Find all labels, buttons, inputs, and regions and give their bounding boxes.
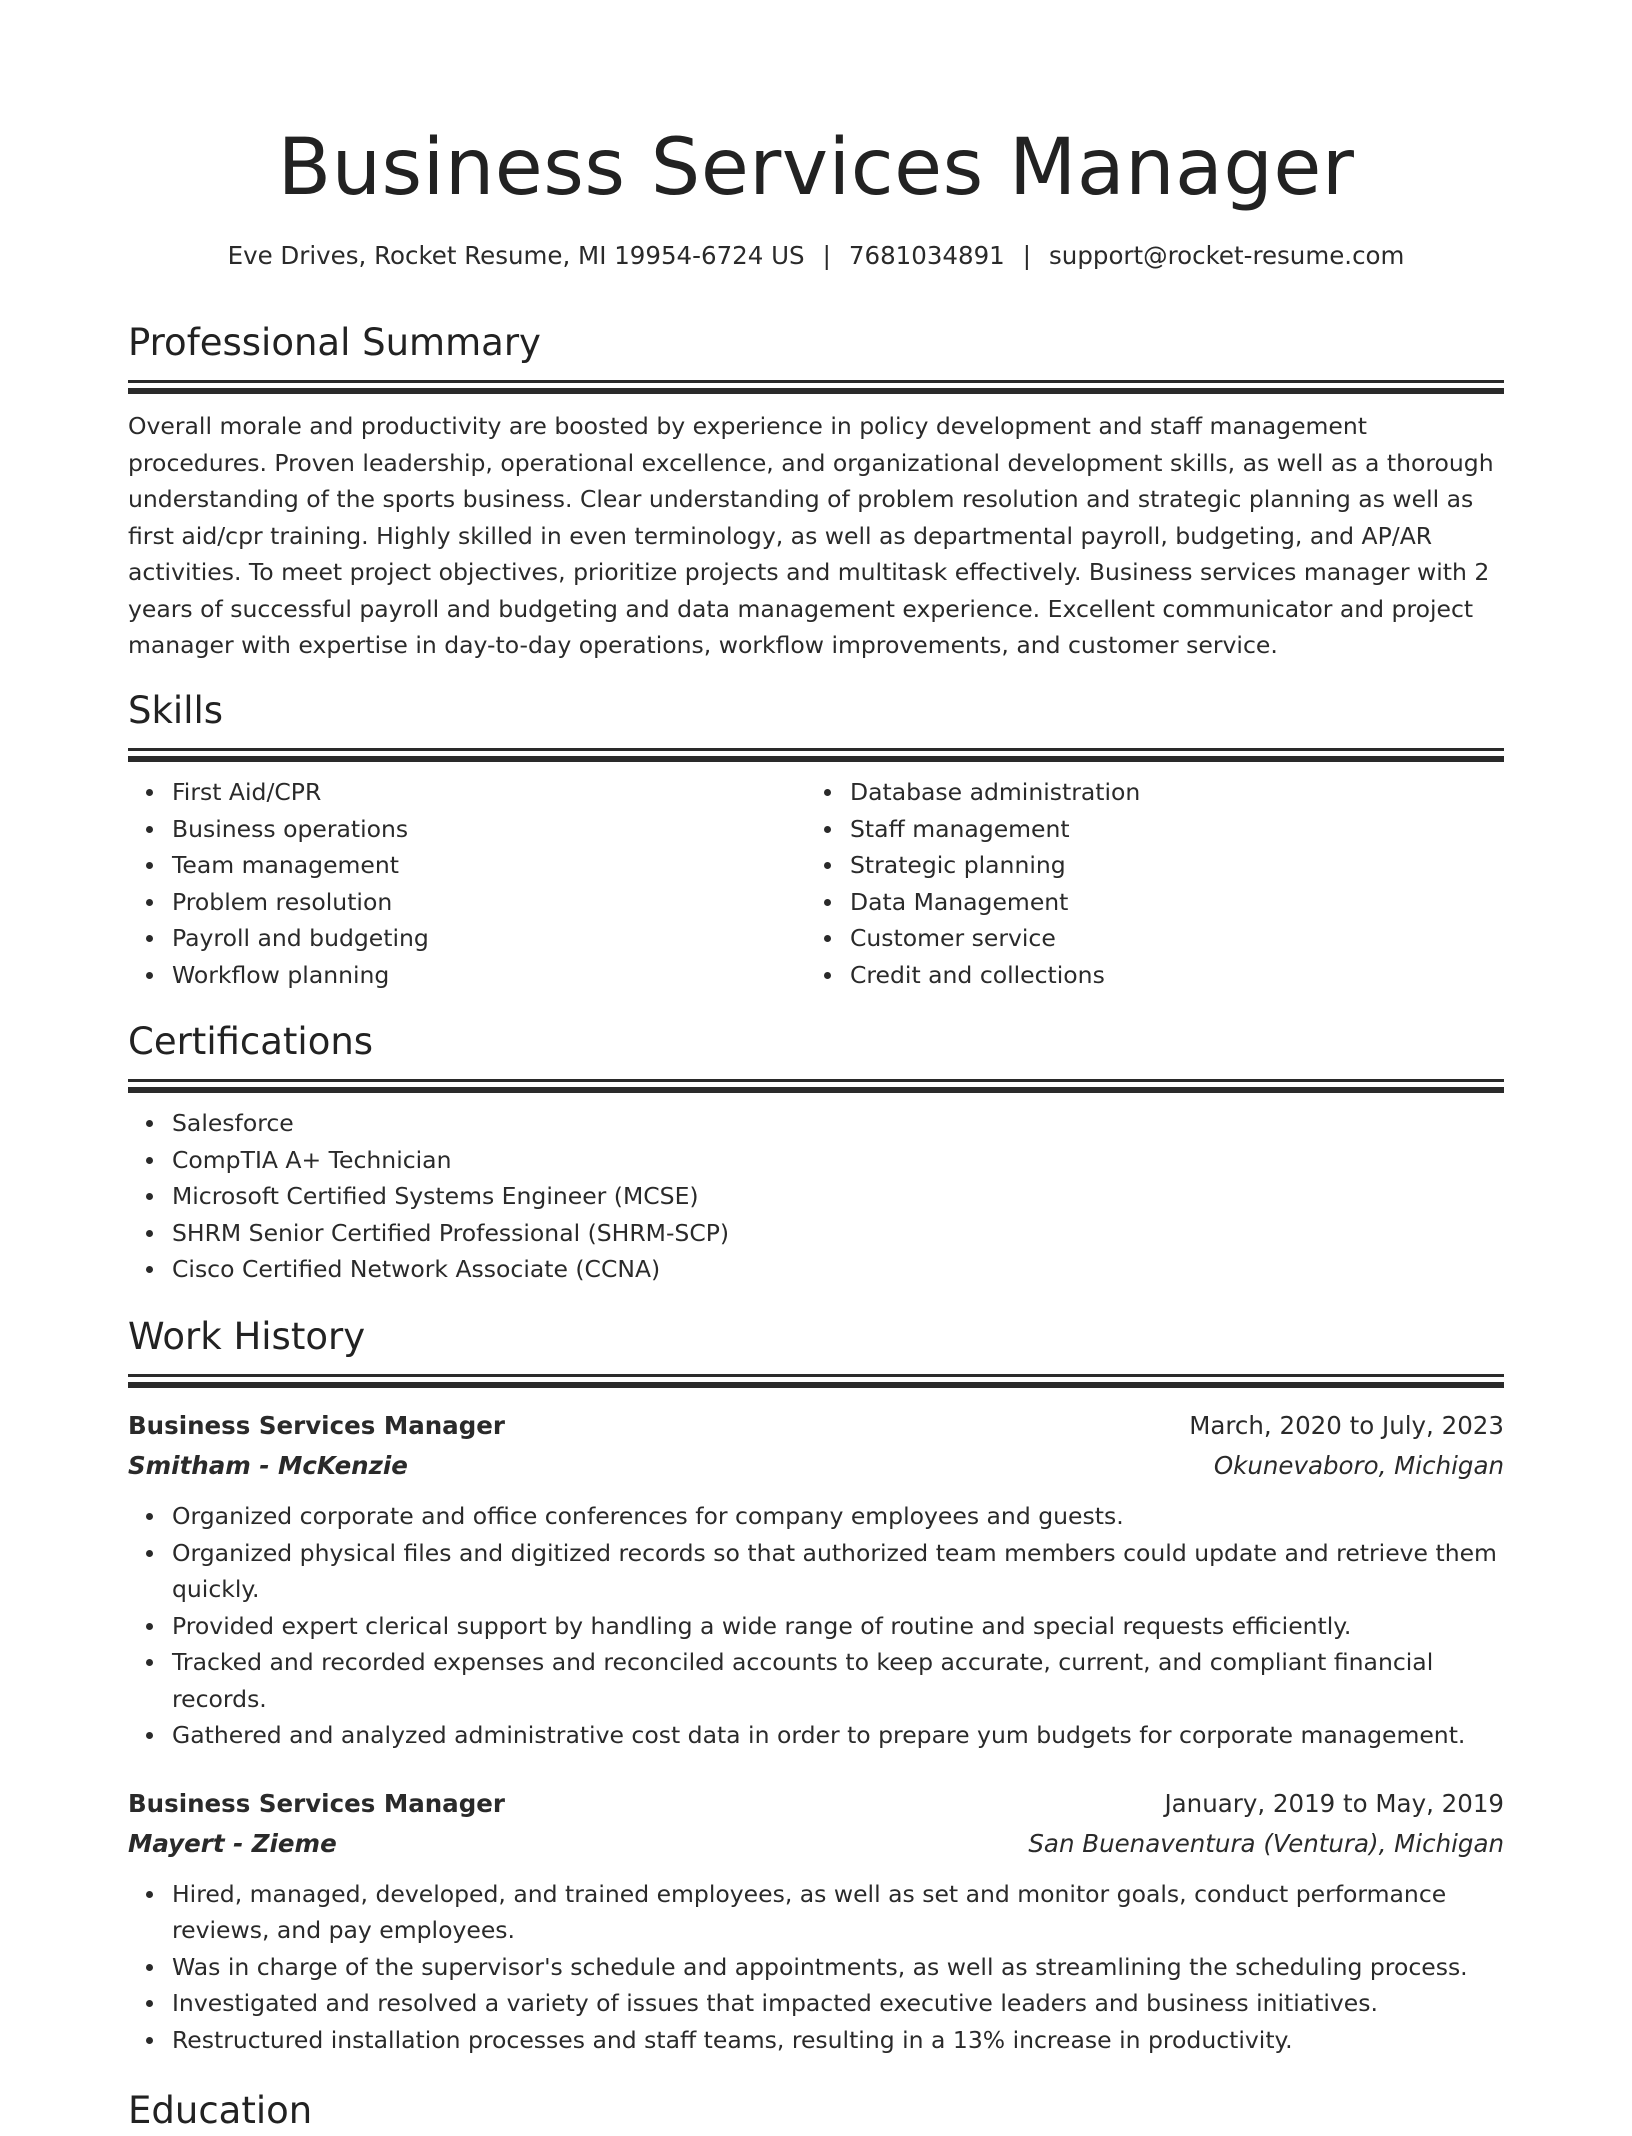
list-item: Database administration [850, 774, 1484, 811]
list-item: First Aid/CPR [172, 774, 806, 811]
list-item: Credit and collections [850, 957, 1484, 994]
list-item: Gathered and analyzed administrative cost data in order to prepare yum budgets for corporate management. [172, 1717, 1504, 1754]
list-item: Tracked and recorded expenses and reconciled accounts to keep accurate, current, and compliant financial records. [172, 1644, 1504, 1717]
section-divider [128, 748, 1504, 751]
list-item: Staff management [850, 811, 1484, 848]
list-item: Investigated and resolved a variety of issues that impacted executive leaders and business initiatives. [172, 1985, 1504, 2022]
summary-heading: Professional Summary [128, 321, 541, 364]
education-section [128, 2086, 1504, 2136]
job-location: San Buenaventura (Ventura), Michigan [1028, 1828, 1504, 1858]
list-item: Business operations [172, 811, 806, 848]
contact-address: Eve Drives, Rocket Resume, MI 19954-6724 US [227, 241, 805, 270]
contact-separator: | [1022, 241, 1032, 270]
list-item: CompTIA A+ Technician [172, 1142, 1504, 1179]
resume-title: Business Services Manager [277, 123, 1355, 213]
job-title: Business Services Manager [128, 1788, 505, 1818]
contact-phone: 7681034891 [848, 241, 1005, 270]
list-item: Microsoft Certified Systems Engineer (MCSE) [172, 1178, 1504, 1215]
section-divider [128, 1087, 1504, 1093]
certifications-heading: Certifications [128, 1020, 374, 1063]
section-divider [128, 388, 1504, 394]
list-item: Team management [172, 847, 806, 884]
section-divider [128, 1382, 1504, 1388]
section-divider [128, 1374, 1504, 1377]
job-entry [128, 1784, 1504, 2059]
job-header-row [128, 1406, 1504, 1446]
skills-list-right [806, 774, 1484, 993]
list-item: Problem resolution [172, 884, 806, 921]
job-company-row [128, 1446, 1504, 1486]
contact-separator: | [822, 241, 831, 270]
job-dates: March, 2020 to July, 2023 [1189, 1411, 1504, 1440]
job-title: Business Services Manager [128, 1411, 505, 1440]
work-history-section [128, 1312, 1504, 2058]
job-company-row [128, 1824, 1504, 1864]
list-item: Organized corporate and office conferences for company employees and guests. [172, 1498, 1504, 1535]
list-item: Payroll and budgeting [172, 920, 806, 957]
skills-section [128, 686, 1504, 993]
contact-email: support@rocket-resume.com [1049, 241, 1405, 270]
skills-heading: Skills [128, 689, 224, 732]
list-item: Strategic planning [850, 847, 1484, 884]
list-item: Restructured installation processes and staff teams, resulting in a 13% increase in productivity. [172, 2022, 1504, 2059]
section-divider [128, 380, 1504, 383]
list-item: Salesforce [172, 1105, 1504, 1142]
certifications-section [128, 1017, 1504, 1288]
list-item: Cisco Certified Network Associate (CCNA) [172, 1251, 1504, 1288]
list-item: Provided expert clerical support by handling a wide range of routine and special requests efficiently. [172, 1608, 1504, 1645]
job-location: Okunevaboro, Michigan [1213, 1451, 1504, 1480]
contact-line [128, 238, 1504, 274]
job-header-row [128, 1784, 1504, 1824]
list-item: Organized physical files and digitized records so that authorized team members could update and retrieve them quickly. [172, 1535, 1504, 1608]
skills-list-left [128, 774, 806, 993]
work-history-heading: Work History [128, 1315, 366, 1358]
summary-text: Overall morale and productivity are boosted by experience in policy development and staff management procedures. Proven leadership, operational excellence, and organizational development skills, as well as a thorough understanding of the sports business. Clear understanding of problem resolution and strategic planning as well as first aid/cpr training. Highly skilled in even terminology, as well as departmental payroll, budgeting, and AP/AR activities. To meet project objectives, prioritize projects and multitask effectively. Business services manager with 2 years of successful payroll and budgeting and data management experience. Excellent communicator and project manager with expertise in day-to-day operations, workflow improvements, and customer service. [128, 412, 1494, 659]
section-divider [128, 1079, 1504, 1082]
job-company: Smitham - McKenzie [128, 1451, 408, 1480]
job-entry [128, 1406, 1504, 1754]
list-item: Customer service [850, 920, 1484, 957]
job-company: Mayert - Zieme [128, 1828, 337, 1858]
summary-section [128, 318, 1504, 664]
certifications-list [128, 1105, 1504, 1288]
list-item: SHRM Senior Certified Professional (SHRM-SCP) [172, 1215, 1504, 1252]
list-item: Was in charge of the supervisor's schedule and appointments, as well as streamlining the scheduling process. [172, 1949, 1504, 1986]
job-dates: January, 2019 to May, 2019 [1164, 1788, 1504, 1818]
education-heading: Education [128, 2089, 313, 2132]
list-item: Workflow planning [172, 957, 806, 994]
skills-columns [128, 762, 1504, 993]
job-bullets [128, 1498, 1504, 1754]
list-item: Data Management [850, 884, 1484, 921]
job-bullets [128, 1876, 1504, 2059]
list-item: Hired, managed, developed, and trained employees, as well as set and monitor goals, conduct performance reviews, and pay employees. [172, 1876, 1504, 1949]
